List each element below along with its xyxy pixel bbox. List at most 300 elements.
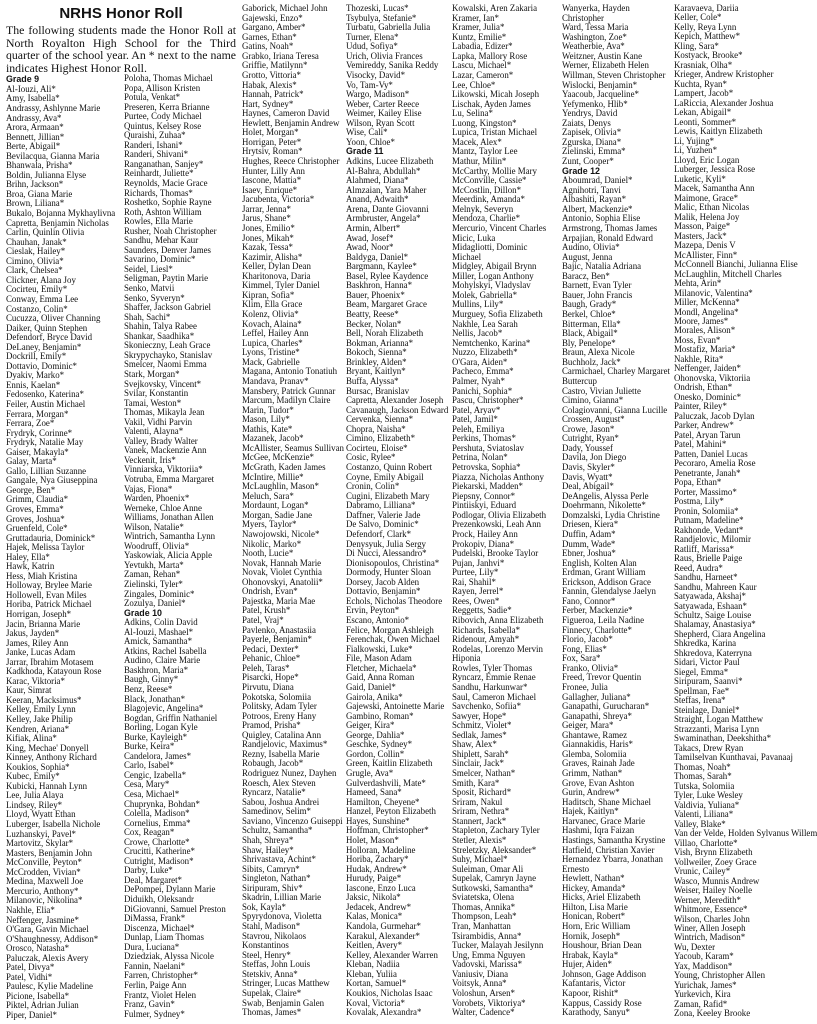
student-name: Burke, Keira* <box>124 741 175 752</box>
student-name: Lischak, Ayden James <box>452 98 531 109</box>
student-name: Pirvutu, Diana <box>242 681 294 692</box>
student-name: Yoon, Chloe* <box>346 136 395 147</box>
student-name: Colagiovanni, Gianna Lucille <box>562 404 668 415</box>
student-name: Karavaeva, Dariia <box>674 3 739 13</box>
student-name: Postma, Lily* <box>674 496 724 507</box>
student-name: Mercurio, Anthony* <box>6 885 79 896</box>
student-name: Gatins, Noah* <box>242 41 294 52</box>
student-name: Stahl, Madison* <box>242 921 301 931</box>
student-name: Purtee, Lily* <box>452 567 499 578</box>
student-name: Vanek, Mackenzie Ann <box>124 445 207 456</box>
student-name: Zingales, Dominic* <box>124 588 195 599</box>
student-name: Deal, Abigail* <box>562 481 614 492</box>
student-name: Tutska, Solomiia <box>674 780 735 791</box>
student-name: Picione, Isabella* <box>6 990 70 1001</box>
student-name: Graves, Rainah Jade <box>562 758 635 769</box>
student-name: Pintiiskyi, Eduard <box>452 500 517 511</box>
grade-heading: Grade 10 <box>124 607 162 618</box>
student-name: Seidel, Liesl* <box>124 263 173 274</box>
student-name: Hunter, Lilly Ann <box>242 165 305 176</box>
student-name: Grove, Evan Ashton <box>562 777 635 788</box>
student-name: Dormody, Hunter Sloan <box>346 567 431 578</box>
student-name: Karathody, Sanyu* <box>562 1007 630 1018</box>
student-name: Fulmer, Sydney* <box>124 1008 185 1019</box>
student-name: Stark, Morgan* <box>124 368 180 379</box>
student-name: Jedacek, Andrew* <box>346 901 412 912</box>
student-name: Kling, Sara* <box>674 40 719 51</box>
student-name: Karac, Viktoria* <box>6 675 65 686</box>
student-name: Bursac, Branislav <box>346 385 410 396</box>
student-name: Cucuzza, Oliver Channing <box>6 313 101 324</box>
student-name: Penetrante, Janah* <box>674 467 741 478</box>
student-name: George, Ben* <box>6 484 56 495</box>
student-name: Wasco, Munnis Andrew <box>674 875 760 886</box>
student-name: Medina, Maxwell Joe <box>6 876 84 887</box>
student-name: McConville, Cassie* <box>452 175 527 186</box>
student-name: Sviatetska, Olena <box>452 892 515 903</box>
student-name: Atkins, Rachel Isabella <box>124 645 207 656</box>
student-name: Seligman, Paytin Marie <box>124 273 209 284</box>
student-name: Prokopiv, Diana* <box>452 538 515 549</box>
student-name: Young, Christopher Allen <box>674 970 766 981</box>
student-name: Al-Bahra, Abdullah* <box>346 165 421 176</box>
student-name: Hughes, Reece Christopher <box>242 156 340 166</box>
student-name: Saunders, Denver James <box>124 244 211 255</box>
student-name: Baracz, Ben* <box>562 270 610 281</box>
student-name: Erdman, Grant William <box>562 567 646 578</box>
student-name: Pascu, Christopher* <box>452 395 524 406</box>
student-name: Senko, Matvii <box>124 283 175 294</box>
student-name: Ohonovska, Viktoriia <box>674 372 751 383</box>
student-name: Tamai, Weston* <box>124 397 182 408</box>
student-name: Tamilselvan Kunthavai, Pavanaaj <box>674 752 793 763</box>
student-name: Bogdan, Griffin Nathaniel <box>124 712 218 723</box>
student-name: Nakhle, Lea Sarah <box>452 318 518 329</box>
student-name: Wilson, Charles John <box>674 913 750 924</box>
student-name: Ryncarz, Natalie* <box>242 787 306 798</box>
student-name: Crowe, Jason* <box>562 423 615 434</box>
student-name: Costanzo, Colin* <box>6 303 68 314</box>
student-name: Pramod, Prisha* <box>242 720 301 731</box>
student-name: Jarus, Shane* <box>242 213 291 224</box>
student-name: Valley, Blake* <box>674 818 726 829</box>
student-name: Thomas, James* <box>242 1007 302 1018</box>
student-name: Mazanek, Jacob* <box>242 433 304 444</box>
student-name: Valenti, Liliana* <box>674 809 734 820</box>
student-name: Pokotska, Solomiia <box>242 691 312 702</box>
student-name: Lyons, Tristine* <box>242 347 300 358</box>
student-name: Gairola, Anika* <box>346 691 403 702</box>
student-name: Sibits, Camryn* <box>242 863 300 874</box>
student-name: Meerdink, Amanda* <box>452 194 525 205</box>
student-name: Berkel, Chloe* <box>562 309 616 319</box>
student-name: Johnson, Gage Addison <box>562 968 647 979</box>
student-name: Mandava, Pranav* <box>242 375 309 386</box>
student-name: Swab, Benjamin Galen <box>242 997 325 1008</box>
student-name: Ranganathan, Sanjey* <box>124 158 204 169</box>
student-name: Sinclair, Jack* <box>452 758 504 769</box>
student-name: Dockrill, Emily* <box>6 351 67 362</box>
student-name: Wanyerka, Hayden <box>562 3 630 13</box>
student-name: Vollweiler, Zoey Grace <box>674 856 757 867</box>
student-name: Sandhu, Mahreen Kaur <box>674 581 757 592</box>
student-name: Kleban, Yuliia <box>346 968 397 979</box>
student-name: Kendren, Ariana* <box>6 723 70 734</box>
student-name: Turbatu, Gabriella Julia <box>346 22 431 33</box>
student-name: Audino, Claire Marie <box>124 655 201 666</box>
student-name: Clark, Chelsea* <box>6 265 63 276</box>
student-name: Hajek, Melissa Taylor <box>6 542 85 553</box>
column-4 <box>346 4 454 1018</box>
student-name: Shepherd, Ciara Angelina <box>674 628 766 639</box>
student-name: Dyakiv, Marko* <box>6 370 65 381</box>
student-name: Peleh, Taras* <box>242 662 290 673</box>
student-name: Skonieczny, Leah Grace <box>124 340 211 351</box>
student-name: Weber, Carter Reece <box>346 98 420 109</box>
student-name: Gambino, Roman* <box>346 710 414 721</box>
student-name: Vakil, Vidhi Parvin <box>124 416 193 427</box>
student-name: Patel, Krush* <box>242 605 291 616</box>
student-name: Garnes, Ethan* <box>242 31 297 42</box>
student-name: Takacs, Drew Ryan <box>674 742 744 753</box>
student-name: Sandhu, Harneet* <box>674 572 738 583</box>
student-name: Palmer, Nyah* <box>452 375 505 386</box>
student-name: Masters, Jack* <box>674 230 727 241</box>
student-name: Bitterman, Ella* <box>562 318 621 329</box>
student-name: Ferlin, Paige Ann <box>124 979 187 990</box>
student-name: Luberger, Isabella Nichole <box>6 819 101 830</box>
student-name: Bryant, Kaitlyn* <box>346 366 406 377</box>
student-name: Willman, Steven Christopher <box>562 69 666 80</box>
student-name: Driesen, Kiera* <box>562 519 619 530</box>
student-name: Mendoza, Charlie* <box>452 213 521 224</box>
student-name: Jarrar, Jenna* <box>242 203 291 214</box>
student-name: Myers, Taylor* <box>242 519 297 530</box>
student-name: Hameed, Sana* <box>346 787 402 798</box>
student-name: Roshetko, Sophie Rayne <box>124 197 212 208</box>
student-name: Holet, Morgan* <box>242 127 299 138</box>
student-name: Davila, Jon Diego <box>562 452 627 463</box>
student-name: Gaiser, Makayla* <box>6 446 69 457</box>
student-name: Lloyd, Wyatt Ethan <box>6 809 76 820</box>
student-name: Baugh, Ginny* <box>124 674 179 685</box>
student-name: Hurudy, Paige* <box>346 873 402 884</box>
student-name: Yaskowiak, Alicia Apple <box>124 550 213 561</box>
student-name: Steffas, John Louis <box>242 959 311 970</box>
student-name: Carlin, Quinlin Olivia <box>6 227 85 238</box>
student-name: Davis, Skyler* <box>562 462 615 472</box>
student-name: Groves, Joshua* <box>6 513 65 524</box>
student-name: Jakus, Jayden* <box>6 628 60 639</box>
student-name: Baldyga, Daniel* <box>346 251 409 262</box>
student-name: Skadrin, Lillian Marie <box>242 892 322 903</box>
student-name: Tsirambidis, Anna* <box>452 930 522 941</box>
student-name: Horiba, Zachary* <box>346 854 409 865</box>
student-name: Gallagher, Juliana* <box>562 691 631 702</box>
student-name: Rakhonde, Vedant* <box>674 524 744 535</box>
student-name: Fronee, Julia <box>562 681 608 692</box>
student-name: Buttercup <box>562 375 597 386</box>
student-name: Mack, Gabrielle <box>242 356 300 367</box>
student-name: Shkredka, Karina <box>674 638 737 649</box>
student-name: Awad, Noor* <box>346 242 394 253</box>
student-name: Thozeski, Lucas* <box>346 3 409 13</box>
student-name: Franz, Gavin* <box>124 999 175 1010</box>
student-name: Pujan, Janhvi* <box>452 557 505 568</box>
student-name: Mantz, Taylor Lee <box>452 146 518 157</box>
student-name: Rodriguez Nunez, Dayhen <box>242 768 337 778</box>
student-name: Mazepa, Denis V <box>674 240 736 251</box>
student-name: Suhy, Michael* <box>452 854 508 865</box>
student-name: Schmitz, Violet* <box>452 720 512 731</box>
student-name: Capretta, Alexander Joseph <box>346 395 444 406</box>
student-name: Visocky, David* <box>346 69 406 80</box>
student-name: Rezny, Isabella Marie <box>242 748 320 759</box>
student-name: Grimm, Claudia* <box>6 494 69 505</box>
student-name: Payerle, Benjamin* <box>242 634 312 645</box>
student-name: Mullins, Lily* <box>452 299 504 310</box>
student-name: Cervenka, Sienna* <box>346 414 414 425</box>
grade-heading: Grade 9 <box>6 74 40 85</box>
student-name: Skrypychayko, Stanislav <box>124 349 213 360</box>
student-name: Marin, Tudor* <box>242 404 294 415</box>
student-name: Freed, Trevor Quentin <box>562 672 642 683</box>
student-name: Keller, Dylan Dean <box>242 261 311 272</box>
student-name: Kubicki, Hannah Lynn <box>6 780 88 791</box>
student-name: Savchenko, Sofiia* <box>452 701 522 712</box>
student-name: Haynes, Cameron David <box>242 108 330 119</box>
student-name: Hanzel, Peyton Elizabeth <box>346 806 436 817</box>
student-name: Shiplett, Sarah* <box>452 748 509 759</box>
student-name: Candelora, James* <box>124 750 192 761</box>
student-name: Valenti, Alayna* <box>124 426 184 437</box>
student-name: Grugle, Ava* <box>346 768 394 778</box>
student-name: Harvanec, Grace Marie <box>562 815 646 826</box>
student-name: DiGiovanni, Samuel Preston <box>124 903 226 914</box>
student-name: Zona, Keeley Brooke <box>674 1008 751 1019</box>
student-name: Kappus, Cassidy Rose <box>562 997 642 1008</box>
student-name: Stringer, Lucas Matthew <box>242 978 330 989</box>
student-name: Vo, Tam-Vy* <box>346 79 393 90</box>
student-name: Armin, Albert* <box>346 222 401 233</box>
student-name: Kifiak, Alina* <box>6 733 57 744</box>
student-name: Lee, Chloe* <box>452 79 496 90</box>
student-name: Jones, Emilio* <box>242 222 295 233</box>
student-name: Benz, Reese* <box>124 684 173 694</box>
student-name: Kapoor, Rishit* <box>562 987 619 998</box>
student-name: Cox, Reagan* <box>124 827 175 838</box>
student-name: Michael <box>452 251 482 262</box>
student-name: Honican, Robert* <box>562 911 626 922</box>
student-name: Cocirteu, Eloise* <box>346 442 408 453</box>
student-name: Jacubenta, Victoria* <box>242 194 315 205</box>
student-name: Swaminathan, Deekshitha* <box>674 733 772 744</box>
student-name: Sandhu, Mehar Kaur <box>124 235 199 246</box>
student-name: Hatfield, Christian Xavier <box>562 844 655 855</box>
student-name: Zielinski, Emma* <box>562 146 626 157</box>
student-name: Kaur, Simrat <box>6 685 52 696</box>
student-name: Patel, Vidhi* <box>6 971 53 982</box>
student-name: Geiger, Kira* <box>346 720 395 731</box>
student-name: Ondrish, Ethan* <box>674 382 733 393</box>
student-name: Patten, Daniel Lucas <box>674 448 748 459</box>
student-name: Horrigan, Joseph* <box>6 609 72 619</box>
student-name: Klim, Ella Grace <box>242 299 303 310</box>
student-name: Arena, Dante Giovanni <box>346 203 429 214</box>
student-name: Al-Iouzi, Ali* <box>6 83 56 94</box>
student-name: Spyrydonova, Violetta <box>242 911 322 922</box>
student-name: Gallo, Lillian Suzanne <box>6 465 87 476</box>
student-name: Kimmel, Tyler Daniel <box>242 280 320 291</box>
student-name: Nikolic, Marko* <box>242 538 302 549</box>
student-name: Sawyer, Hope* <box>452 710 507 721</box>
student-name: Paluczak, Jacob Dylan <box>674 410 755 421</box>
student-name: Kepich, Matthew* <box>674 31 741 42</box>
student-name: Hrytsiv, Roman* <box>242 146 303 157</box>
student-name: Fialkowski, Luke* <box>346 643 413 654</box>
student-name: Valley, Brady Walter <box>124 435 198 446</box>
student-name: Feiler, Austin Michael <box>6 398 86 409</box>
student-name: Jacin, Brianna Marie <box>6 618 81 629</box>
student-name: Votruba, Emma Margaret <box>124 473 215 484</box>
student-name: Sposit, Richard* <box>452 787 512 798</box>
student-name: Vaniusiv, Diana <box>452 968 509 979</box>
student-name: Udud, Sofiya* <box>346 41 398 52</box>
student-name: Quintus, Kelsey Rose <box>124 120 202 131</box>
student-name: Kelley, Emily Lynn <box>6 704 76 715</box>
student-name: Weitzner, Austin Kane <box>562 50 643 61</box>
column-5 <box>452 4 560 1018</box>
student-name: Black, Abigail* <box>562 328 618 339</box>
student-name: Yendrys, David <box>562 108 618 119</box>
student-name: Hamilton, Cheyene* <box>346 796 420 807</box>
student-name: Diduikh, Oleksandr <box>124 894 195 905</box>
student-name: Darby, Luke* <box>124 865 173 876</box>
student-name: Macek, Samantha Ann <box>674 183 755 194</box>
student-name: Piazza, Nicholas Anthony <box>452 471 544 482</box>
student-name: Thomas, Annika* <box>452 901 516 912</box>
student-name: Bennett, Jillian* <box>6 131 65 142</box>
student-name: Buchholz, Jack* <box>562 356 621 367</box>
student-name: Carlo, Isabel* <box>124 760 174 771</box>
student-name: Vadovski, Marissa* <box>452 959 523 970</box>
student-name: McCarthy, Mollie Mary <box>452 165 537 176</box>
student-name: Malic, Ethan Nicolas <box>674 202 750 213</box>
student-name: Sriram, Nakul <box>452 796 503 807</box>
student-name: Luberger, Jessica Rose <box>674 164 756 175</box>
student-name: Arpajian, Ronald Edward <box>562 232 653 243</box>
student-name: Cengic, Izabella* <box>124 769 187 780</box>
student-name: Saul, Cameron Michael <box>452 691 537 702</box>
student-name: Thomas, Mikayla Jean <box>124 407 205 418</box>
student-name: Gurin, Andrew* <box>562 787 620 798</box>
student-name: Krieger, Andrew Kristopher <box>674 69 774 80</box>
student-name: DiMassa, Frank* <box>124 913 186 924</box>
student-name: Strazzanti, Marisa Lynn <box>674 723 760 734</box>
student-name: Rowles, Ella Marie <box>124 216 193 227</box>
student-name: McAllister, Seamus Sullivan <box>242 442 344 453</box>
student-name: Lascu, Michael* <box>452 60 512 71</box>
student-name: Hicks, Ariel Elizabeth <box>562 892 641 903</box>
student-name: Andrassy, Ashlynne Marie <box>6 103 101 114</box>
student-name: Chauhan, Janak* <box>6 236 67 247</box>
student-name: Daffner, Valerie Jade <box>346 509 421 520</box>
student-name: Milanovic, Valentina* <box>674 287 753 298</box>
student-name: Nuzzo, Elizabeth* <box>452 347 518 358</box>
student-name: Ung, Emma Nguyen <box>452 949 526 960</box>
student-name: Ernesto <box>562 863 590 874</box>
student-name: Richards, Thomas* <box>124 187 193 198</box>
student-name: Florio, Jacob* <box>562 634 613 645</box>
student-name: Novak, Violet Cynthia <box>242 567 322 578</box>
student-name: Paluczak, Alexis Avery <box>6 952 89 963</box>
student-name: Lloyd, Eric Logan <box>674 154 740 165</box>
student-name: Brown, Liliana* <box>6 198 65 209</box>
student-name: Rowles, Tyler Thomas <box>452 662 533 673</box>
student-name: Pacheco, Emma* <box>452 366 514 377</box>
student-name: Ghantawe, Ramez <box>562 729 628 740</box>
student-name: Streletzky, Aleksander* <box>452 844 537 855</box>
student-name: Moss, Evan* <box>674 334 721 345</box>
student-name: Voloshun, Arsen* <box>452 987 515 998</box>
student-name: Koukios, Nicholas Isaac <box>346 987 433 998</box>
student-name: Dura, Luciana* <box>124 941 180 952</box>
student-name: Mohylskyi, Vladyslav <box>452 280 531 291</box>
student-name: Lupica, Tristan Michael <box>452 127 538 138</box>
student-name: Prezenkowski, Leah Ann <box>452 519 541 530</box>
student-name: Williams, Jonathan Allen <box>124 512 214 523</box>
student-name: Cimino, Elizabeth* <box>346 433 416 444</box>
student-name: Yevtukh, Marta* <box>124 559 184 570</box>
student-name: Defendorf, Clark* <box>346 528 412 539</box>
student-name: Veckenit, Iris* <box>124 454 176 465</box>
student-name: McConville, Peyton* <box>6 857 82 868</box>
student-name: Defendorf, Bryce David <box>6 332 93 343</box>
student-name: Schultz, Samantha* <box>242 825 313 836</box>
student-name: Urich, Olivia Frances <box>346 50 423 61</box>
student-name: Zgurska, Diana* <box>562 136 622 147</box>
student-name: Gangale, Nya Giuseppina <box>6 475 98 486</box>
student-name: O'Gara, Gavin Michael <box>6 924 89 935</box>
student-name: Schultz, Saige Louise <box>674 610 752 620</box>
student-name: Lewis, Kaitlyn Elizabeth <box>674 126 763 137</box>
student-name: Wislocki, Benjamin* <box>562 79 638 90</box>
student-name: Kolenz, Olivia* <box>242 309 299 319</box>
student-name: Vinniarska, Viktoriia* <box>124 464 203 475</box>
student-name: DePompei, Dylann Marie <box>124 884 216 895</box>
student-name: Potula, Venkat* <box>124 92 181 103</box>
student-name: Baugh, Grady* <box>562 299 617 310</box>
student-name: Rees, Owen* <box>452 595 500 606</box>
student-name: Weiser, Hailey Noelle <box>674 885 753 896</box>
student-name: Nemtchenko, Karina* <box>452 337 531 348</box>
student-name: Savarino, Dominic* <box>124 254 196 265</box>
student-name: Cimino, Olivia* <box>6 255 64 266</box>
student-name: Werner, Meredith* <box>674 894 741 905</box>
student-name: Putnam, Madeline* <box>674 515 744 526</box>
student-name: Horiba, Patrick Michael <box>6 599 92 610</box>
student-name: Marcum, Madilyn Claire <box>242 395 331 406</box>
student-name: Lee, Julia Alaya <box>6 790 64 801</box>
student-name: Amy, Isabella* <box>6 93 60 104</box>
student-name: Patel, Divya* <box>6 962 55 973</box>
student-name: Mordaunt, Logan* <box>242 500 309 511</box>
column-7 <box>674 3 817 1019</box>
student-name: Zaman, Rehan* <box>124 569 181 580</box>
student-name: Frantz, Violet Helen <box>124 989 197 1000</box>
student-name: Singleton, Nathan* <box>242 873 311 884</box>
student-name: Janke, Lucas Adam <box>6 647 76 658</box>
